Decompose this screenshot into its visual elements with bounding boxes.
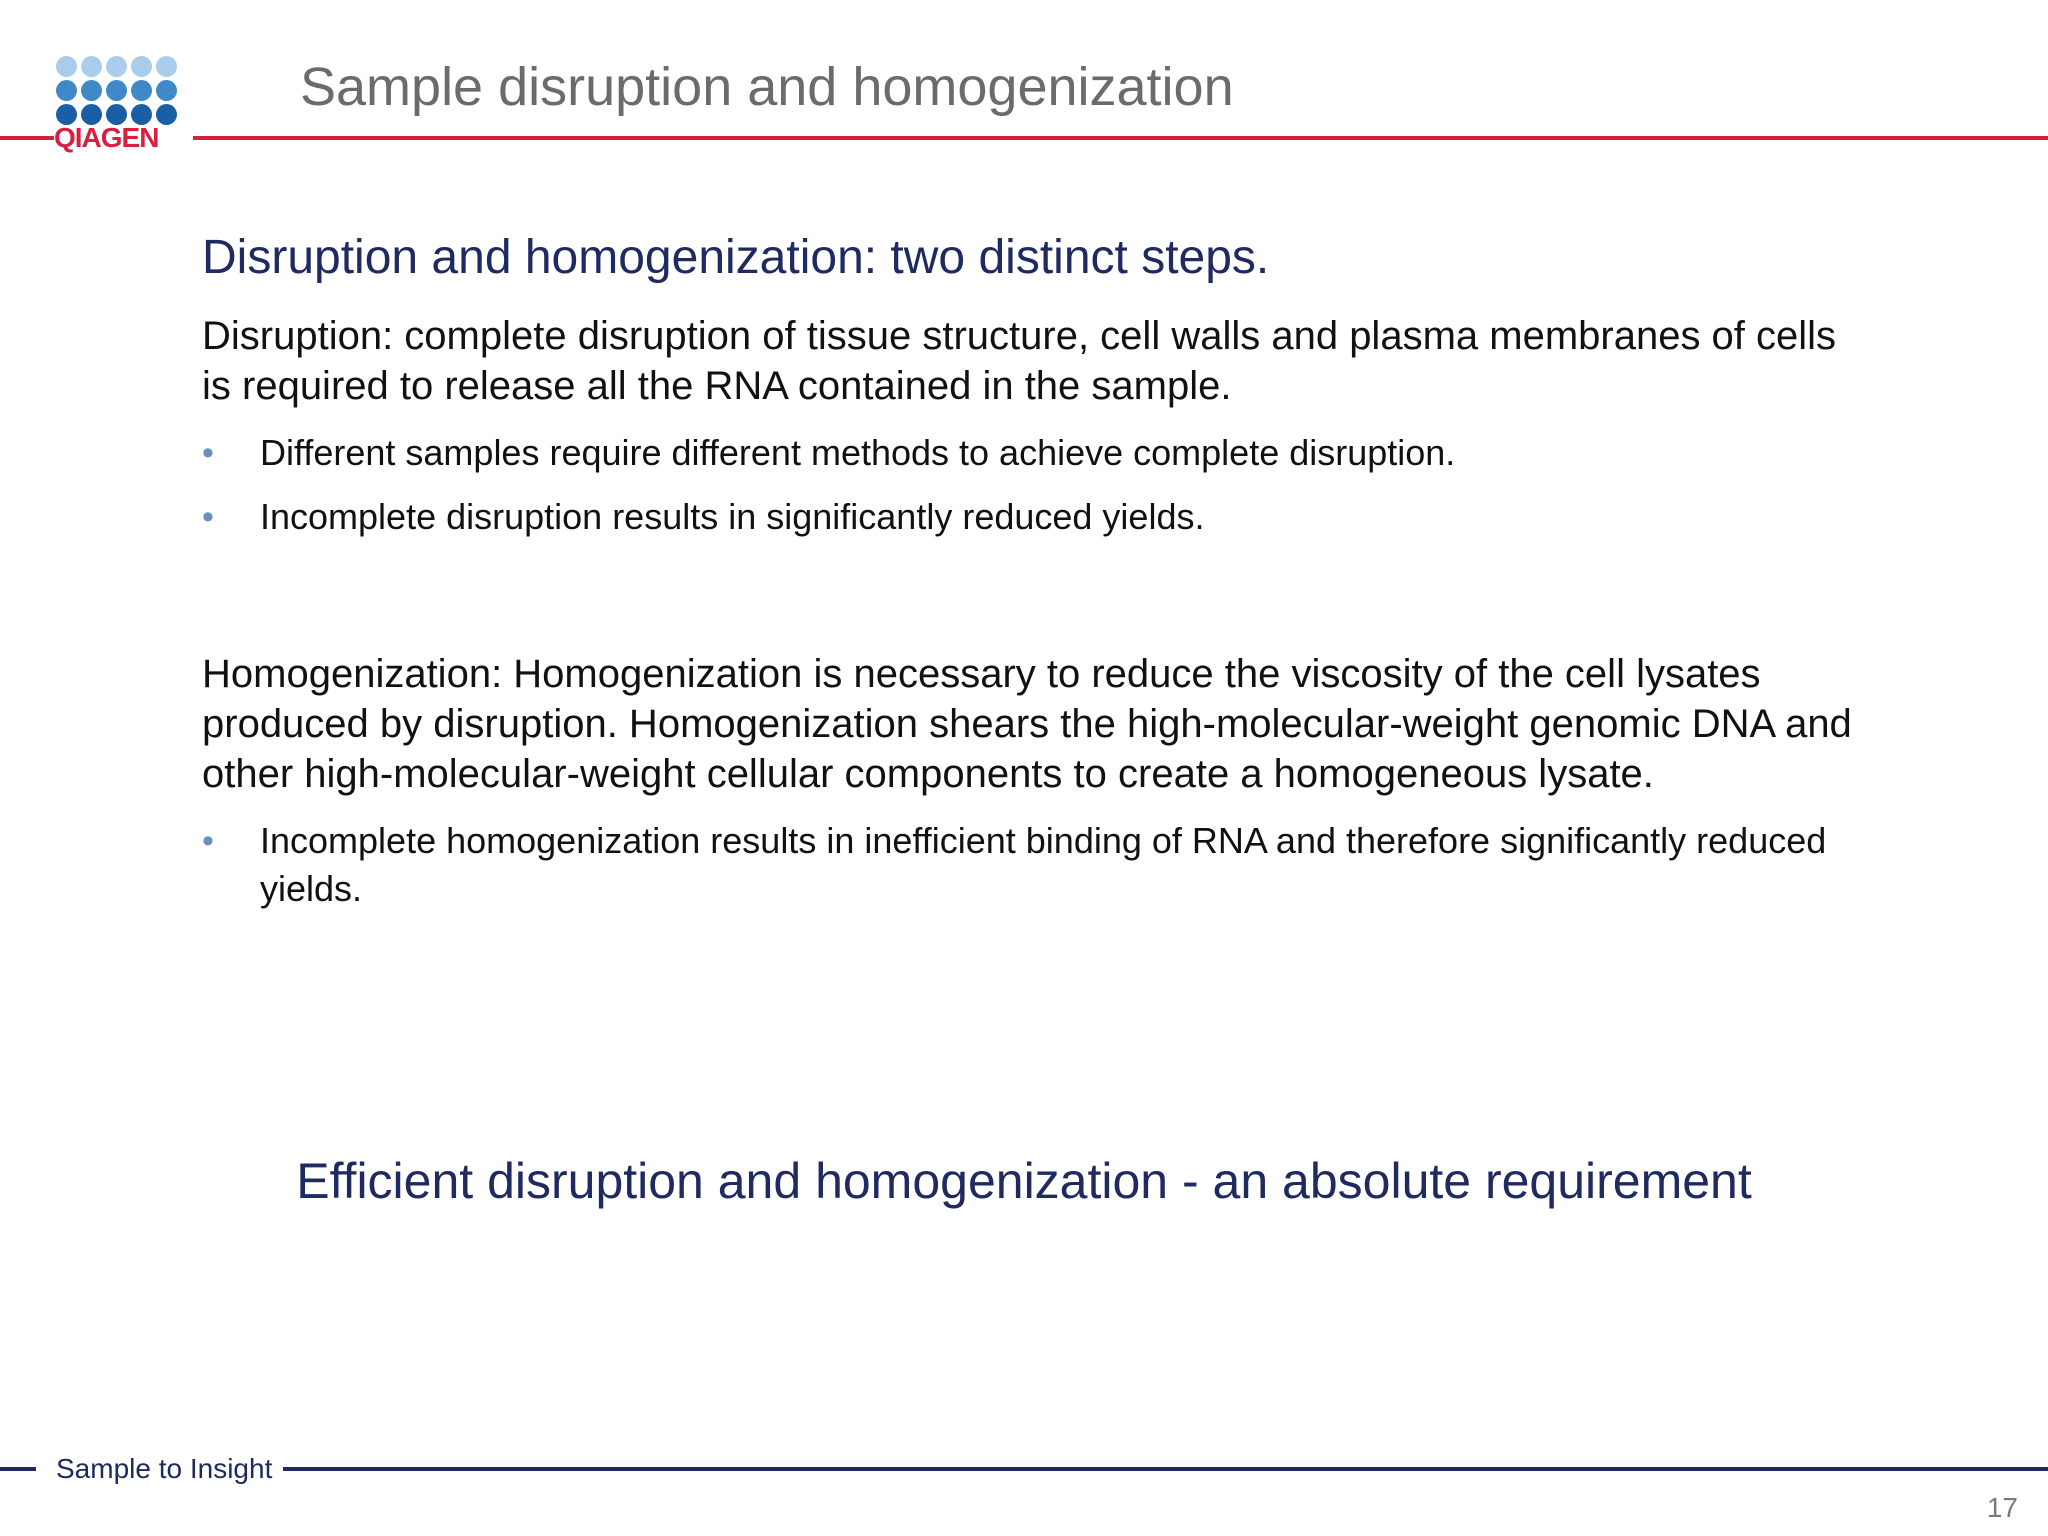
disruption-bullet-list bbox=[202, 429, 1862, 541]
bullet-icon: • bbox=[202, 498, 214, 536]
list-item bbox=[202, 817, 1862, 913]
list-item bbox=[202, 429, 1862, 477]
header-rule bbox=[193, 136, 2048, 140]
header-rule-left bbox=[0, 136, 54, 140]
logo-dots-icon bbox=[56, 56, 177, 128]
bullet-icon: • bbox=[202, 822, 214, 860]
slide-title: Sample disruption and homogenization bbox=[300, 57, 1234, 117]
footer-rule bbox=[283, 1467, 2048, 1471]
list-item bbox=[202, 493, 1862, 541]
logo-wordmark: QIAGEN bbox=[54, 122, 159, 153]
homogenization-paragraph: Homogenization: Homogenization is necessary to reduce the viscosity of the cell lysates produced by disruption. Homogenization shears the high-molecular-weight genomic DNA and other high-molecular-weight cellular components to create a homogeneous lysate. bbox=[202, 652, 1852, 796]
subheading: Disruption and homogenization: two distinct steps. bbox=[202, 231, 1270, 284]
page-number: 17 bbox=[1986, 1492, 2018, 1523]
footer-rule-left bbox=[0, 1467, 36, 1471]
disruption-paragraph: Disruption: complete disruption of tissue structure, cell walls and plasma membranes of cells is required to release all the RNA contained in the sample. bbox=[202, 314, 1837, 408]
bullet-text: Incomplete homogenization results in inefficient binding of RNA and therefore significantly reduced yields. bbox=[260, 820, 1827, 909]
homogenization-bullet-list bbox=[202, 817, 1862, 913]
slide-body bbox=[202, 230, 1862, 929]
bullet-text: Incomplete disruption results in significantly reduced yields. bbox=[260, 496, 1205, 537]
bullet-text: Different samples require different methods to achieve complete disruption. bbox=[260, 432, 1456, 473]
footer-tagline: Sample to Insight bbox=[56, 1453, 273, 1484]
spacer bbox=[202, 557, 1862, 649]
bullet-icon: • bbox=[202, 434, 214, 472]
conclusion-statement: Efficient disruption and homogenization - an absolute requirement bbox=[296, 1153, 1752, 1209]
qiagen-logo bbox=[54, 56, 184, 156]
